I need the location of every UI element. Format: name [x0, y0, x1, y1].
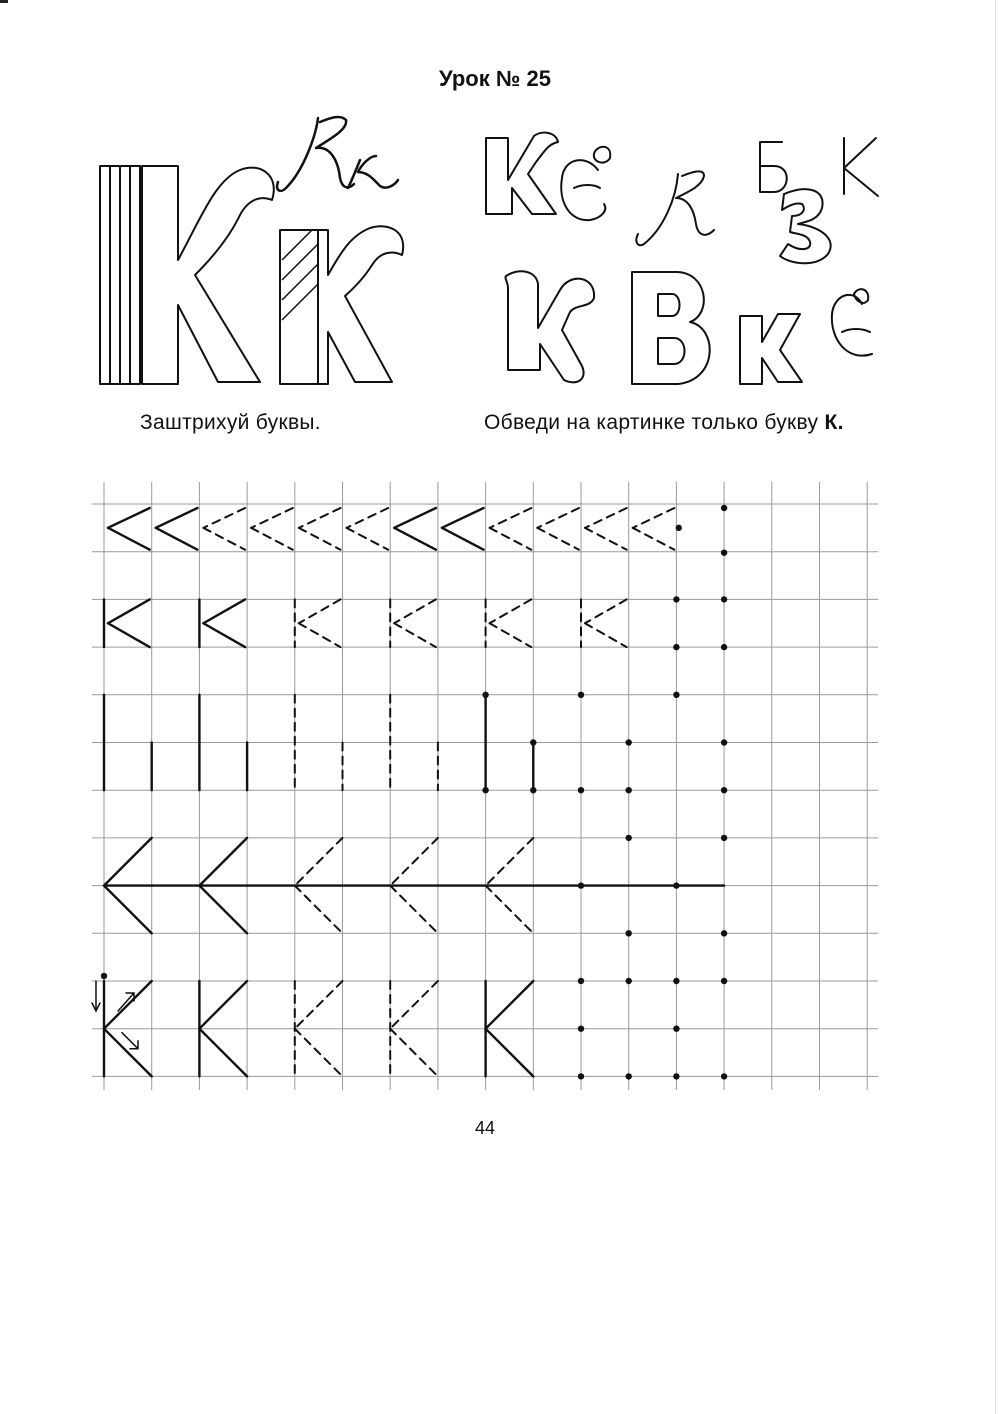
left-task-caption: Заштрихуй буквы.	[140, 411, 321, 434]
guide-dot	[676, 525, 682, 531]
k-arm	[299, 599, 341, 623]
guide-dot	[578, 882, 584, 888]
k-leg	[104, 1029, 152, 1077]
chevron-stroke	[347, 508, 389, 528]
k-arm	[295, 981, 343, 1029]
guide-dot	[673, 882, 679, 888]
chevron-stroke	[537, 528, 579, 550]
guide-dot	[673, 596, 679, 602]
guide-dot	[673, 1026, 679, 1032]
picture-letter-k-1	[486, 133, 558, 214]
k-leg	[490, 623, 532, 647]
guide-dot	[578, 1026, 584, 1032]
guide-dot	[673, 978, 679, 984]
chevron-stroke	[108, 528, 150, 550]
guide-dot	[626, 787, 632, 793]
cursive-kk	[277, 117, 398, 191]
k-leg	[394, 623, 436, 647]
k-arm	[199, 981, 247, 1029]
scan-mark	[0, 0, 8, 3]
arrow-leg	[390, 886, 438, 934]
k-arm	[108, 599, 150, 623]
letters-picture	[478, 118, 898, 398]
arrow-arm	[486, 838, 534, 886]
guide-dot	[626, 835, 632, 841]
copybook-grid	[92, 482, 892, 1090]
small-k-body	[318, 226, 403, 384]
guide-dot	[482, 692, 488, 698]
guide-dot	[578, 1073, 584, 1079]
right-task-letter: К.	[824, 411, 844, 434]
arrow-arm	[104, 838, 152, 886]
k-leg	[486, 1029, 534, 1077]
picture-letter-k-script	[636, 171, 714, 245]
chevron-stroke	[442, 508, 484, 528]
arrow-arm	[295, 838, 343, 886]
direction-arrow-icon	[92, 981, 100, 1011]
guide-dot	[721, 739, 727, 745]
chevron-stroke	[203, 528, 245, 550]
guide-dot	[626, 1073, 632, 1079]
guide-dot	[578, 787, 584, 793]
picture-letter-ye-1	[561, 147, 610, 220]
arrow-leg	[295, 886, 343, 934]
chevron-stroke	[490, 508, 532, 528]
arrow-arm	[199, 838, 247, 886]
guide-dot	[482, 787, 488, 793]
chevron-stroke	[347, 528, 389, 550]
k-arm	[394, 599, 436, 623]
guide-dot	[673, 1073, 679, 1079]
guide-dot	[721, 505, 727, 511]
guide-dot	[721, 787, 727, 793]
right-task-caption	[484, 406, 894, 439]
guide-dot	[673, 692, 679, 698]
k-leg	[199, 1029, 247, 1077]
arrow-leg	[104, 886, 152, 934]
chevron-stroke	[537, 508, 579, 528]
picture-letter-ze	[780, 189, 831, 263]
k-arm	[585, 599, 627, 623]
k-arm	[490, 599, 532, 623]
k-leg	[585, 623, 627, 647]
chevron-stroke	[251, 508, 293, 528]
k-leg	[108, 623, 150, 647]
chevron-stroke	[156, 508, 198, 528]
guide-dot	[578, 692, 584, 698]
chevron-stroke	[633, 528, 675, 550]
chevron-stroke	[299, 528, 341, 550]
arrow-arm	[390, 838, 438, 886]
k-leg	[203, 623, 245, 647]
chevron-stroke	[585, 528, 627, 550]
guide-dot	[721, 978, 727, 984]
page-edge	[995, 0, 996, 1414]
guide-dot	[721, 644, 727, 650]
guide-dot	[626, 978, 632, 984]
guide-dot	[626, 930, 632, 936]
lesson-title: Урок № 25	[439, 66, 551, 91]
picture-letter-k-3	[505, 271, 594, 382]
guide-dot	[626, 739, 632, 745]
outlined-letters-art	[90, 100, 430, 400]
chevron-stroke	[251, 528, 293, 550]
chevron-stroke	[203, 508, 245, 528]
guide-dot	[673, 644, 679, 650]
guide-dot	[721, 596, 727, 602]
chevron-stroke	[108, 508, 150, 528]
k-arm	[104, 981, 152, 1029]
k-arm	[390, 981, 438, 1029]
chevron-stroke	[585, 508, 627, 528]
picture-letter-k-small	[740, 314, 802, 384]
k-leg	[299, 623, 341, 647]
right-task-text: Обведи на картинке только букву	[484, 411, 819, 434]
guide-dot	[721, 835, 727, 841]
capital-k-body	[142, 166, 274, 384]
arrow-leg	[199, 886, 247, 934]
k-arm	[203, 599, 245, 623]
guide-dot	[721, 1073, 727, 1079]
guide-dot	[101, 973, 107, 979]
k-leg	[390, 1029, 438, 1077]
picture-letter-b	[760, 142, 787, 192]
chevron-stroke	[490, 528, 532, 550]
picture-letter-v	[632, 272, 710, 384]
guide-dot	[530, 739, 536, 745]
guide-dot	[721, 930, 727, 936]
page-number: 44	[474, 1118, 496, 1138]
k-arm	[486, 981, 534, 1029]
arrow-leg	[486, 886, 534, 934]
k-leg	[295, 1029, 343, 1077]
picture-letter-k-2	[844, 138, 878, 196]
chevron-stroke	[442, 528, 484, 550]
picture-letter-ye-2	[832, 289, 872, 355]
chevron-stroke	[633, 508, 675, 528]
chevron-stroke	[299, 508, 341, 528]
chevron-stroke	[156, 528, 198, 550]
guide-dot	[530, 787, 536, 793]
direction-arrow-icon	[122, 1033, 138, 1049]
small-k-stem	[280, 230, 318, 384]
copybook-exercises	[92, 505, 727, 1080]
guide-dot	[578, 978, 584, 984]
guide-dot	[721, 550, 727, 556]
chevron-stroke	[394, 508, 436, 528]
chevron-stroke	[394, 528, 436, 550]
